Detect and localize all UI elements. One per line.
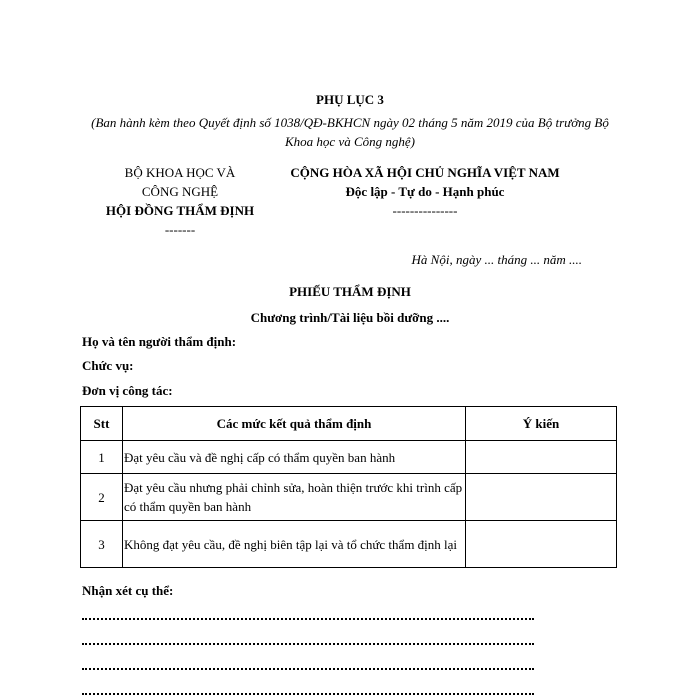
row-stt: 3 — [81, 521, 123, 568]
work-unit-field: Đơn vị công tác: — [82, 383, 173, 398]
appendix-title: PHỤ LỤC 3 — [316, 92, 384, 107]
header-stt: Stt — [81, 407, 123, 441]
republic-name: CỘNG HÒA XÃ HỘI CHỦ NGHĨA VIỆT NAM — [290, 165, 560, 180]
row-opinion-cell[interactable] — [466, 521, 617, 568]
national-motto: Độc lập - Tự do - Hạnh phúc — [345, 184, 505, 199]
form-subtitle: Chương trình/Tài liệu bồi dưỡng .... — [250, 310, 450, 325]
table-row — [81, 441, 617, 474]
council-name: HỘI ĐỒNG THẨM ĐỊNH — [105, 203, 255, 218]
row-description: Không đạt yêu cầu, đề nghị biên tập lại và tổ chức thẩm định lại — [123, 521, 466, 568]
reviewer-name-field: Họ và tên người thẩm định: — [82, 334, 237, 349]
header-opinion: Ý kiến — [466, 407, 617, 441]
comment-line[interactable] — [82, 693, 534, 695]
table-header-row — [81, 407, 617, 441]
row-opinion-cell[interactable] — [466, 441, 617, 474]
comment-line[interactable] — [82, 643, 534, 645]
header-result-levels: Các mức kết quả thẩm định — [123, 407, 466, 441]
comment-line[interactable] — [82, 668, 534, 670]
table-row — [81, 521, 617, 568]
row-description: Đạt yêu cầu và đề nghị cấp có thẩm quyền ban hành — [123, 441, 466, 474]
ministry-name-line2: CÔNG NGHỆ — [141, 184, 219, 199]
motto-rule: --------------- — [392, 203, 458, 218]
ministry-name-line1: BỘ KHOA HỌC VÀ — [124, 165, 236, 180]
republic-block — [270, 163, 580, 220]
row-stt: 2 — [81, 474, 123, 521]
evaluation-table — [80, 406, 617, 568]
issuer-block — [80, 163, 280, 239]
comments-label: Nhận xét cụ thể: — [82, 583, 174, 598]
place-date: Hà Nội, ngày ... tháng ... năm .... — [411, 252, 582, 267]
row-stt: 1 — [81, 441, 123, 474]
form-title: PHIẾU THẨM ĐỊNH — [289, 284, 411, 299]
comment-line[interactable] — [82, 618, 534, 620]
row-description: Đạt yêu cầu nhưng phải chỉnh sửa, hoàn thiện trước khi trình cấp có thẩm quyền ban hành — [123, 474, 466, 521]
table-row — [81, 474, 617, 521]
row-opinion-cell[interactable] — [466, 474, 617, 521]
decision-note: (Ban hành kèm theo Quyết định số 1038/QĐ-BKHCN ngày 02 tháng 5 năm 2019 của Bộ trưởng Bộ Khoa học và Công nghệ) — [91, 115, 609, 149]
issuer-rule: ------- — [164, 222, 196, 237]
position-field: Chức vụ: — [82, 358, 134, 373]
